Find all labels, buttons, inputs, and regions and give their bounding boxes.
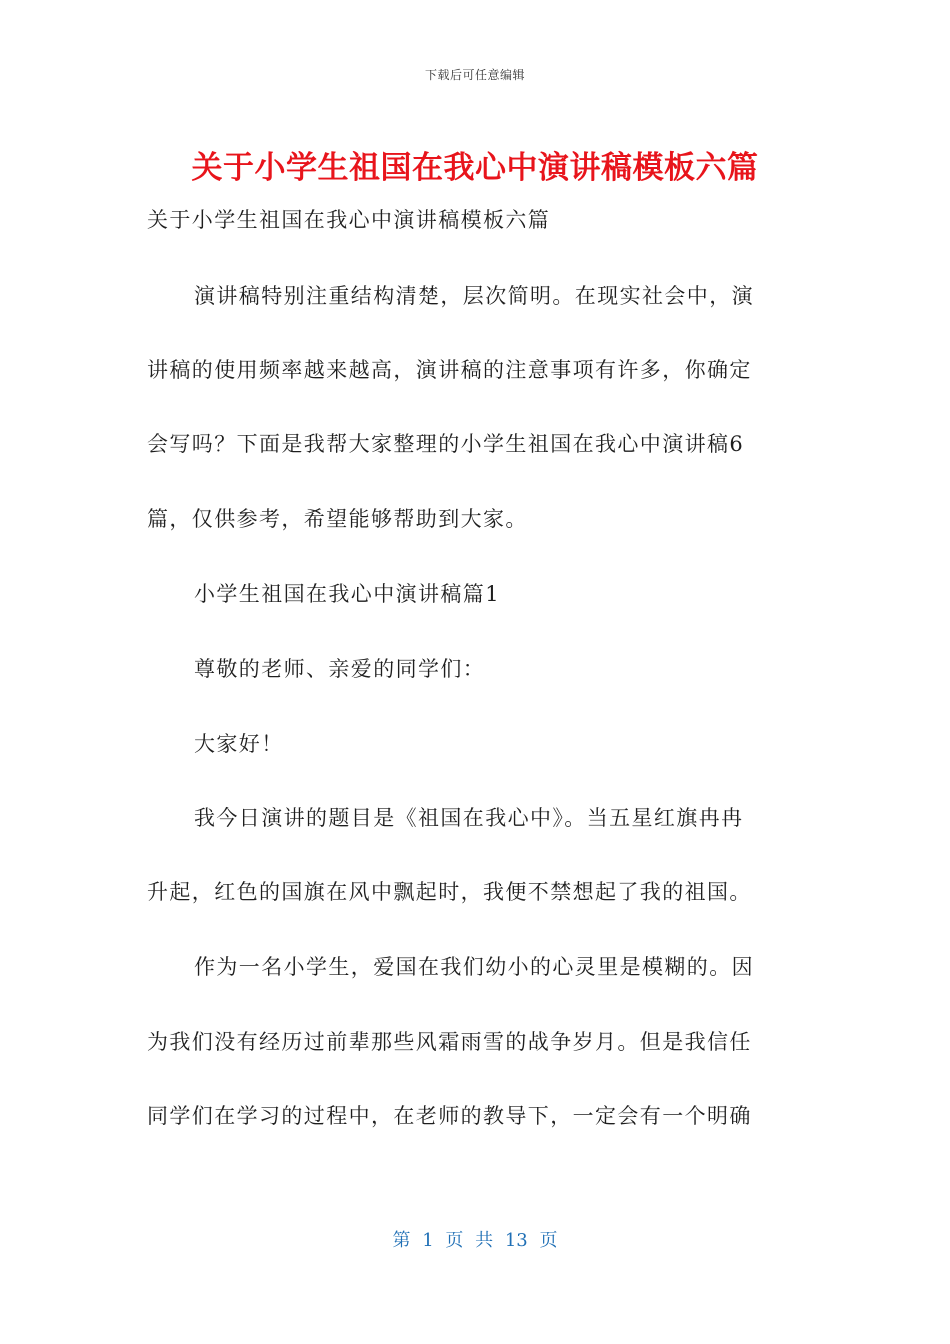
paragraph-line: 升起，红色的国旗在风中飘起时，我便不禁想起了我的祖国。	[147, 880, 752, 904]
paragraph-line: 会写吗？下面是我帮大家整理的小学生祖国在我心中演讲稿6	[147, 432, 745, 456]
page-number-footer: 第 1 页 共 13 页	[392, 1230, 558, 1251]
section-heading: 小学生祖国在我心中演讲稿篇1	[194, 582, 500, 606]
paragraph-line: 演讲稿特别注重结构清楚，层次简明。在现实社会中，演	[194, 284, 754, 308]
header-note: 下载后可任意编辑	[424, 68, 525, 82]
document-title: 关于小学生祖国在我心中演讲稿模板六篇	[191, 150, 759, 186]
salutation-line: 尊敬的老师、亲爱的同学们：	[194, 657, 486, 681]
greeting-line: 大家好！	[194, 732, 284, 756]
subtitle-line: 关于小学生祖国在我心中演讲稿模板六篇	[147, 208, 551, 232]
paragraph-line: 作为一名小学生，爱国在我们幼小的心灵里是模糊的。因	[194, 955, 754, 979]
paragraph-line: 篇，仅供参考，希望能够帮助到大家。	[147, 507, 528, 531]
paragraph-line: 同学们在学习的过程中，在老师的教导下，一定会有一个明确	[147, 1104, 752, 1128]
paragraph-line: 讲稿的使用频率越来越高，演讲稿的注意事项有许多，你确定	[147, 358, 752, 382]
paragraph-line: 为我们没有经历过前辈那些风霜雨雪的战争岁月。但是我信任	[147, 1030, 752, 1054]
paragraph-line: 我今日演讲的题目是《祖国在我心中》。当五星红旗冉冉	[194, 806, 744, 830]
